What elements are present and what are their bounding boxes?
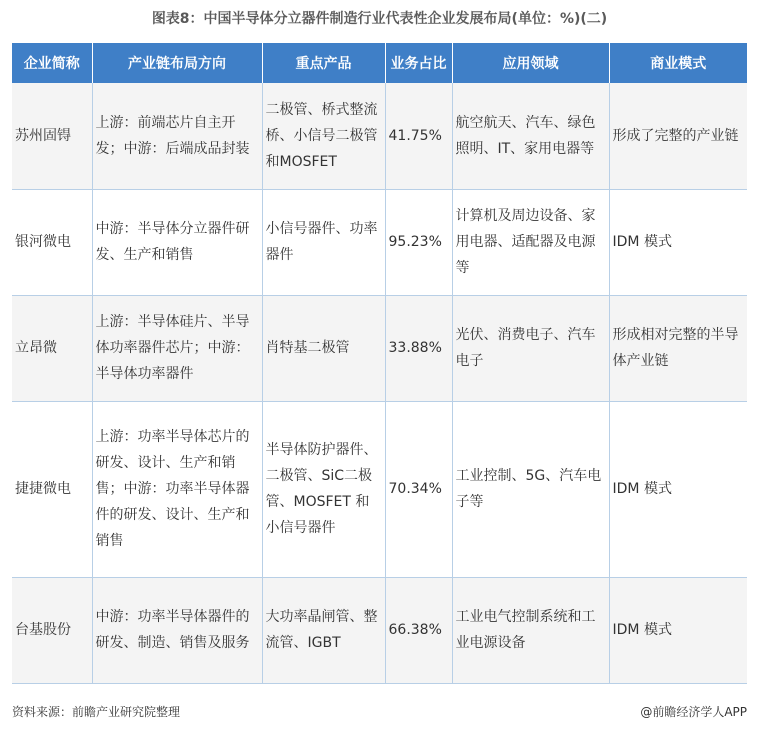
table-row <box>12 401 747 577</box>
model-cell: IDM 模式 <box>609 189 747 295</box>
products-cell: 肖特基二极管 <box>262 295 385 401</box>
company-cell: 台基股份 <box>12 577 92 683</box>
table-row <box>12 83 747 189</box>
products-cell: 半导体防护器件、二极管、SiC二极管、MOSFET 和小信号器件 <box>262 401 385 577</box>
chain-cell: 中游：功率半导体器件的研发、制造、销售及服务 <box>92 577 262 683</box>
table-header-row <box>12 43 747 83</box>
chain-cell: 中游：半导体分立器件研发、生产和销售 <box>92 189 262 295</box>
application-cell: 航空航天、汽车、绿色照明、IT、家用电器等 <box>452 83 609 189</box>
application-cell: 工业控制、5G、汽车电子等 <box>452 401 609 577</box>
company-cell: 苏州固锝 <box>12 83 92 189</box>
company-cell: 捷捷微电 <box>12 401 92 577</box>
share-cell: 66.38% <box>385 577 452 683</box>
chart-title: 图表8：中国半导体分立器件制造行业代表性企业发展布局(单位：%)(二) <box>151 11 608 27</box>
share-cell: 70.34% <box>385 401 452 577</box>
brand-text: @前瞻经济学人APP <box>640 705 747 719</box>
table-row <box>12 295 747 401</box>
products-cell: 小信号器件、功率器件 <box>262 189 385 295</box>
application-cell: 工业电气控制系统和工业电源设备 <box>452 577 609 683</box>
footer <box>12 703 747 721</box>
header-share: 业务占比 <box>385 43 452 83</box>
products-cell: 二极管、桥式整流桥、小信号二极管和MOSFET <box>262 83 385 189</box>
header-chain: 产业链布局方向 <box>92 43 262 83</box>
company-cell: 立昂微 <box>12 295 92 401</box>
products-cell: 大功率晶闸管、整流管、IGBT <box>262 577 385 683</box>
brand-credit <box>640 703 747 720</box>
application-cell: 光伏、消费电子、汽车电子 <box>452 295 609 401</box>
header-products: 重点产品 <box>262 43 385 83</box>
model-cell: 形成了完整的产业链 <box>609 83 747 189</box>
model-cell: IDM 模式 <box>609 401 747 577</box>
chain-cell: 上游：前端芯片自主开发；中游：后端成品封装 <box>92 83 262 189</box>
table-row <box>12 189 747 295</box>
header-application: 应用领域 <box>452 43 609 83</box>
share-cell: 33.88% <box>385 295 452 401</box>
model-cell: 形成相对完整的半导体产业链 <box>609 295 747 401</box>
header-company: 企业简称 <box>12 43 92 83</box>
header-model: 商业模式 <box>609 43 747 83</box>
table-row <box>12 577 747 683</box>
application-cell: 计算机及周边设备、家用电器、适配器及电源等 <box>452 189 609 295</box>
share-cell: 41.75% <box>385 83 452 189</box>
chain-cell: 上游：功率半导体芯片的研发、设计、生产和销售；中游：功率半导体器件的研发、设计、生产和销售 <box>92 401 262 577</box>
source-note: 资料来源：前瞻产业研究院整理 <box>12 705 181 719</box>
company-cell: 银河微电 <box>12 189 92 295</box>
share-cell: 95.23% <box>385 189 452 295</box>
chain-cell: 上游：半导体硅片、半导体功率器件芯片；中游：半导体功率器件 <box>92 295 262 401</box>
layout-table <box>12 43 747 684</box>
model-cell: IDM 模式 <box>609 577 747 683</box>
